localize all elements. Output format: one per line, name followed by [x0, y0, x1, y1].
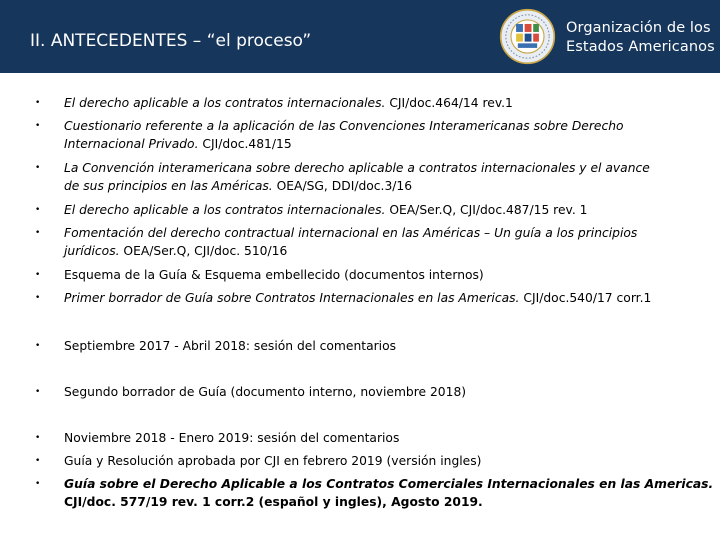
- organization-name-line-2: Estados Americanos: [566, 39, 715, 55]
- slide-title: II. ANTECEDENTES – “el proceso”: [30, 31, 312, 51]
- item-reference: CJI/doc.481/15: [198, 137, 292, 151]
- item-title: El derecho aplicable a los contratos internacionales.: [64, 203, 386, 217]
- bullet-marker: •: [35, 341, 41, 351]
- item-title: Guía sobre el Derecho Aplicable a los Contratos Comerciales Internacionales en las Americas.: [64, 477, 714, 491]
- item-reference: CJI/doc. 577/19 rev. 1 corr.2 (español y ingles), Agosto 2019.: [64, 495, 483, 509]
- item-reference: CJI/doc.540/17 corr.1: [519, 291, 652, 305]
- item-title: de sus principios en las Américas.: [64, 179, 273, 193]
- item-title: El derecho aplicable a los contratos internacionales.: [64, 96, 386, 110]
- bullet-marker: •: [35, 163, 41, 173]
- bullet-marker: •: [35, 270, 41, 280]
- item-title: Internacional Privado.: [64, 137, 199, 151]
- item-title: Primer borrador de Guía sobre Contratos Internacionales en las Americas.: [64, 291, 520, 305]
- bullet-marker: •: [35, 293, 41, 303]
- item-title: La Convención interamericana sobre derecho aplicable a contratos internacionales y el avance: [64, 161, 650, 175]
- bullet-marker: •: [35, 205, 41, 215]
- item-title: Cuestionario referente a la aplicación de las Convenciones Interamericanas sobre Derecho: [64, 119, 624, 133]
- item-reference: OEA/Ser.Q, CJI/doc.487/15 rev. 1: [385, 203, 588, 217]
- organization-name-line-1: Organización de los: [566, 20, 711, 36]
- bullet-marker: •: [35, 228, 41, 238]
- bullet-marker: •: [35, 98, 41, 108]
- item-title: jurídicos.: [64, 244, 120, 258]
- bullet-marker: •: [35, 433, 41, 443]
- bullet-marker: •: [35, 387, 41, 397]
- item-text: Esquema de la Guía & Esquema embellecido (documentos internos): [64, 268, 484, 282]
- item-reference: CJI/doc.464/14 rev.1: [385, 96, 513, 110]
- item-title: Fomentación del derecho contractual internacional en las Américas – Un guía a los principios: [64, 226, 638, 240]
- item-text: Guía y Resolución aprobada por CJI en febrero 2019 (versión ingles): [64, 454, 482, 468]
- item-text: Noviembre 2018 - Enero 2019: sesión del comentarios: [64, 431, 400, 445]
- item-text: Segundo borrador de Guía (documento interno, noviembre 2018): [64, 385, 467, 399]
- item-reference: OEA/Ser.Q, CJI/doc. 510/16: [119, 244, 288, 258]
- item-text: Septiembre 2017 - Abril 2018: sesión del comentarios: [64, 339, 397, 353]
- bullet-marker: •: [35, 479, 41, 489]
- bullet-marker: •: [35, 121, 41, 131]
- bullet-marker: •: [35, 456, 41, 466]
- item-reference: OEA/SG, DDI/doc.3/16: [272, 179, 413, 193]
